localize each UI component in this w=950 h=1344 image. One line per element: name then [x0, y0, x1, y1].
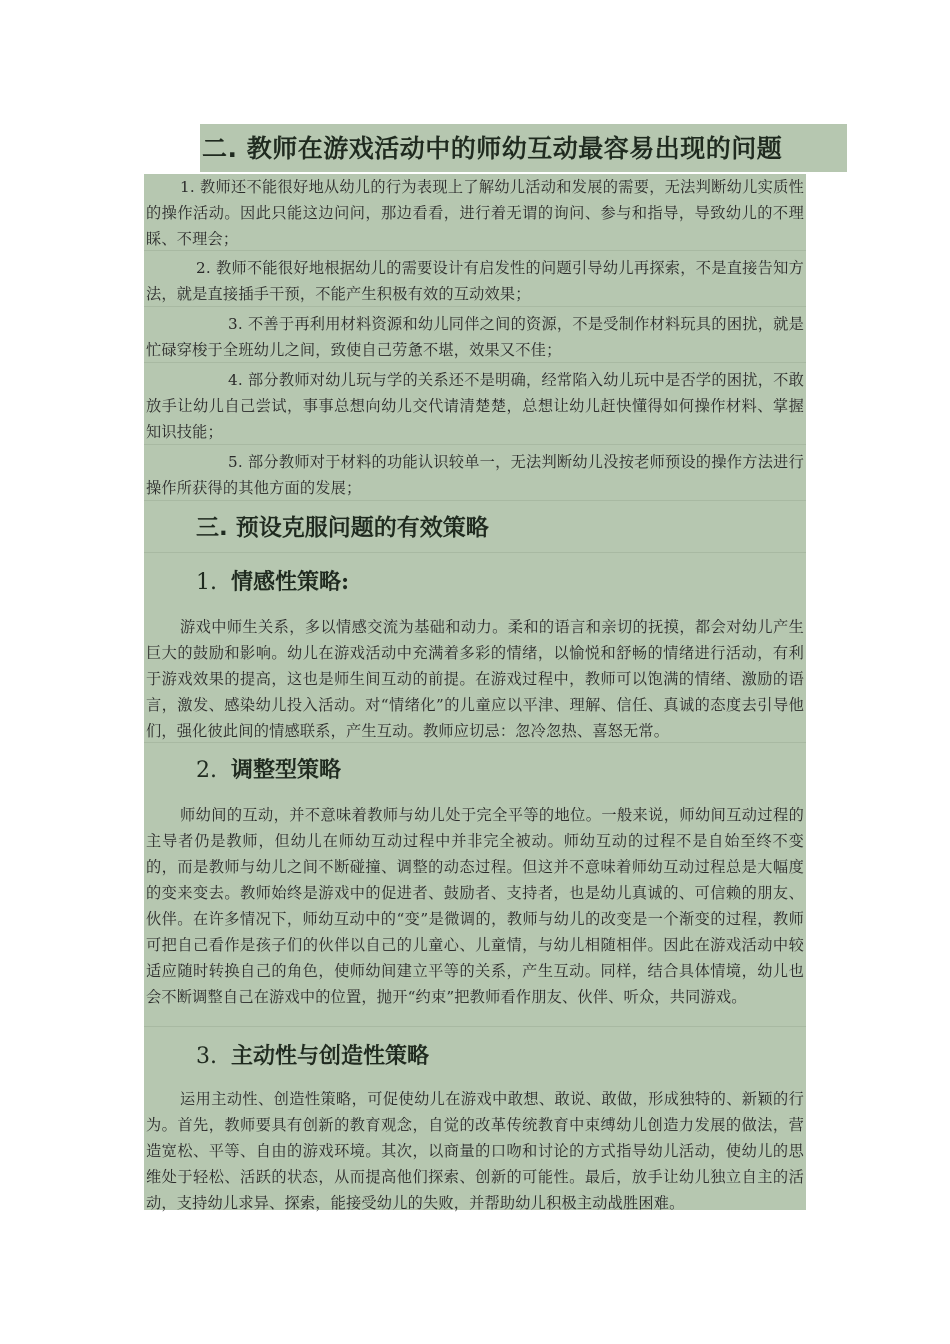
list-item-text: 1. 教师还不能很好地从幼儿的行为表现上了解幼儿活动和发展的需要，无法判断幼儿实质性的操作活动。因此只能这边问问，那边看看，进行着无谓的询问、参与和指导，导致幼儿的不理睬、不理会；	[146, 178, 804, 248]
strategy-number: 2.	[196, 758, 217, 783]
strategy-body	[144, 606, 806, 742]
section-3-heading-row	[144, 500, 806, 552]
list-item-text: 5. 部分教师对于材料的功能认识较单一，无法判断幼儿没按老师预设的操作方法进行操作所获得的其他方面的发展；	[146, 453, 804, 497]
strategy-title: 情感性策略:	[231, 569, 350, 595]
strategy-paragraph: 游戏中师生关系，多以情感交流为基础和动力。柔和的语言和亲切的抚摸，都会对幼儿产生巨大的鼓励和影响。幼儿在游戏活动中充满着多彩的情绪，以愉悦和舒畅的情绪进行活动，有利于游戏效果的提高，这也是师生间互动的前提。在游戏过程中，教师可以饱满的情绪、激励的语言，激发、感染幼儿投入活动。对“情绪化”的儿童应以平津、理解、信任、真诚的态度去引导他们，强化彼此间的情感联系，产生互动。教师应切忌：忽冷忽热、喜怒无常。	[146, 618, 804, 740]
list-item	[144, 362, 806, 444]
section-3-title: 三. 预设克服问题的有效策略	[196, 515, 489, 541]
strategy-paragraph: 师幼间的互动，并不意味着教师与幼儿处于完全平等的地位。一般来说，师幼间互动过程的主导者仍是教师，但幼儿在师幼互动过程中并非完全被动。师幼互动的过程不是自始至终不变的，而是教师与幼儿之间不断碰撞、调整的动态过程。但这并不意味着师幼互动过程总是大幅度的变来变去。教师始终是游戏中的促进者、鼓励者、支持者，也是幼儿真诚的、可信赖的朋友、伙伴。在许多情况下，师幼互动中的“变”是微调的，教师与幼儿的改变是一个渐变的过程，教师可把自己看作是孩子们的伙伴以自己的儿童心、儿童情，与幼儿相随相伴。因此在游戏活动中较适应随时转换自己的角色，使师幼间建立平等的关系，产生互动。同样，结合具体情境，幼儿也会不断调整自己在游戏中的位置，抛开“约束”把教师看作朋友、伙伴、听众，共同游戏。	[146, 806, 804, 1006]
strategy-heading-row	[144, 552, 806, 606]
strategy-title: 调整型策略	[231, 757, 342, 783]
strategy-body	[144, 1082, 806, 1210]
strategy-heading	[144, 565, 806, 600]
strategy-heading-row	[144, 742, 806, 796]
strategy-heading	[144, 1039, 806, 1074]
strategy-paragraph: 运用主动性、创造性策略，可促使幼儿在游戏中敢想、敢说、敢做，形成独特的、新颖的行为。首先，教师要具有创新的教育观念，自觉的改革传统教育中束缚幼儿创造力发展的做法，营造宽松、平等、自由的游戏环境。其次，以商量的口吻和讨论的方式指导幼儿活动，使幼儿的思维处于轻松、活跃的状态，从而提高他们探索、创新的可能性。最后，放手让幼儿独立自主的活动，支持幼儿求异、探索，能接受幼儿的失败，并帮助幼儿积极主动战胜困难。	[146, 1090, 804, 1212]
strategy-body	[144, 796, 806, 1026]
strategy-number: 3.	[196, 1044, 217, 1069]
list-item	[144, 174, 806, 250]
strategy-heading	[144, 753, 806, 788]
list-item	[144, 444, 806, 500]
list-item	[144, 250, 806, 306]
list-item-text: 4. 部分教师对幼儿玩与学的关系还不是明确，经常陷入幼儿玩中是否学的困扰，不敢放手让幼儿自己尝试，事事总想向幼儿交代请清楚楚，总想让幼儿赶快懂得如何操作材料、掌握知识技能；	[146, 371, 804, 441]
strategy-heading-row	[144, 1026, 806, 1082]
list-item	[144, 306, 806, 362]
section-2-title: 二. 教师在游戏活动中的师幼互动最容易出现的问题	[202, 134, 783, 163]
strategy-number: 1.	[196, 570, 217, 595]
strategy-title: 主动性与创造性策略	[231, 1043, 430, 1069]
list-item-text: 2. 教师不能很好地根据幼儿的需要设计有启发性的问题引导幼儿再探索，不是直接告知方法，就是直接插手干预，不能产生积极有效的互动效果；	[146, 259, 804, 303]
list-item-text: 3. 不善于再利用材料资源和幼儿同伴之间的资源，不是受制作材料玩具的困扰，就是忙碌穿梭于全班幼儿之间，致使自己劳惫不堪，效果又不佳；	[146, 315, 804, 359]
